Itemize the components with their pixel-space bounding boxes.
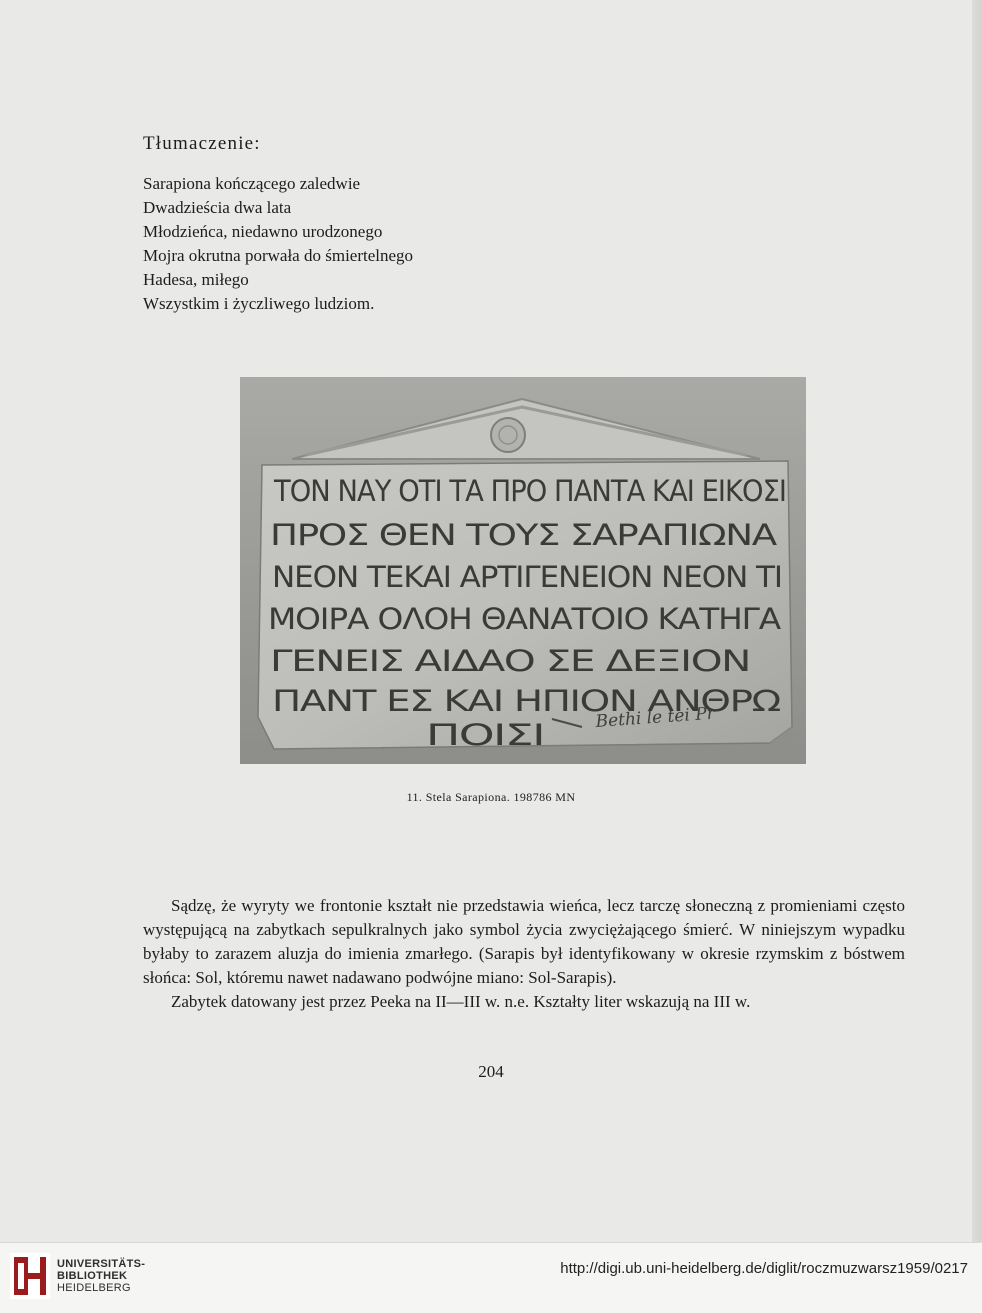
inscription-line: ΤΟΝ ΝΑΥ ΟΤΙ ΤΑ ΠΡΟ ΠΑΝΤΑ ΚΑΙ ΕΙΚΟΣΙ xyxy=(273,474,787,508)
library-name xyxy=(57,1258,145,1294)
paragraph: Sądzę, że wyryty we frontonie kształt nie przedstawia wieńca, lecz tarczę słoneczną z promieniami często występującą na zabytkach sepulkralnych jako symbol życia zwyciężającego śmierć. W niniejszym wypadku byłaby to zarazem aluzja do imienia zmarłego. (Sarapis był identyfikowany w okresie rzymskim z bóstwem słońca: Sol, któremu nawet nadawano podwójne miano: Sol-Sarapis). xyxy=(143,896,905,987)
inscription-line: ΜΟΙΡΑ ΟΛΟΗ ΘΑΝΑΤΟΙΟ ΚΑΤΗΓΑ xyxy=(268,602,782,636)
translation-poem xyxy=(143,172,413,316)
translation-heading: Tłumaczenie: xyxy=(143,133,261,154)
university-library-logo-icon xyxy=(10,1253,50,1299)
poem-line: Młodzieńca, niedawno urodzonego xyxy=(143,222,383,241)
source-url-link[interactable]: http://digi.ub.uni-heidelberg.de/diglit/roczmuzwarsz1959/0217 xyxy=(560,1260,968,1277)
sun-disc-carving xyxy=(491,418,525,452)
paragraph: Zabytek datowany jest przez Peeka na II—III w. n.e. Kształty liter wskazują na III w. xyxy=(171,992,751,1011)
page-number: 204 xyxy=(478,1062,504,1081)
inscription-line: ΠΟΙΣΙ xyxy=(426,718,544,752)
library-name-line: UNIVERSITÄTS- xyxy=(57,1258,146,1270)
poem-line: Wszystkim i życzliwego ludziom. xyxy=(143,294,375,313)
poem-line: Mojra okrutna porwała do śmiertelnego xyxy=(143,246,414,265)
inscription-line: ΠΡΟΣ ΘΕΝ ΤΟΥΣ ΣΑΡΑΠΙΩΝΑ xyxy=(270,518,778,552)
scan-edge xyxy=(972,0,982,1242)
stele-photograph xyxy=(240,377,806,764)
poem-line: Sarapiona kończącego zaledwie xyxy=(143,174,361,193)
inscription-line: ΝΕΟΝ ΤΕΚΑΙ ΑΡΤΙΓΕΝΕΙΟΝ ΝΕΟΝ ΤΙ xyxy=(272,560,782,594)
library-name-line: BIBLIOTHEK xyxy=(57,1270,128,1282)
inscription-handwritten-note: Bethi le tei Pr xyxy=(594,703,716,732)
inscription-line: ΓΕΝΕΙΣ ΑΙΔΑΟ ΣΕ ΔΕΞΙΟΝ xyxy=(270,644,750,678)
figure-caption: 11. Stela Sarapiona. 198786 MN xyxy=(406,790,576,804)
inscription-line: ΠΑΝΤ ΕΣ ΚΑΙ ΗΠΙΟΝ ΑΝΘΡΩ xyxy=(272,684,782,718)
library-city: HEIDELBERG xyxy=(57,1282,131,1294)
poem-line: Hadesa, miłego xyxy=(143,270,249,289)
poem-line: Dwadzieścia dwa lata xyxy=(143,198,292,217)
library-footer xyxy=(0,1242,982,1313)
body-text xyxy=(143,894,905,1014)
